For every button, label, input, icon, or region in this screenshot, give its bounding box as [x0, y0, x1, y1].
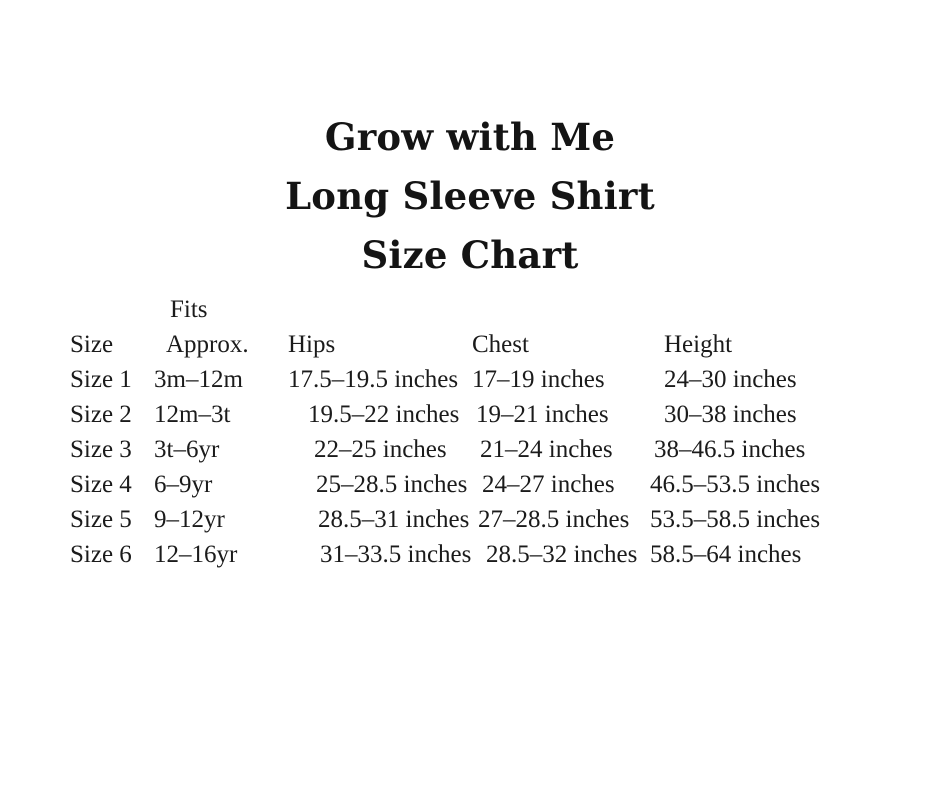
cell-hips: 28.5–31 inches: [318, 506, 470, 533]
cell-size: Size 5: [70, 506, 132, 533]
cell-approx: 12–16yr: [154, 541, 238, 568]
cell-size: Size 4: [70, 471, 132, 498]
cell-hips: 17.5–19.5 inches: [288, 366, 459, 393]
cell-chest: 24–27 inches: [482, 471, 615, 498]
cell-height: 46.5–53.5 inches: [650, 471, 821, 498]
table-row: [70, 432, 850, 467]
column-header-hips: Hips: [288, 331, 336, 358]
cell-size: Size 1: [70, 366, 132, 393]
fits-spacer-chest: [472, 292, 650, 327]
cell-approx: 3m–12m: [154, 366, 243, 393]
size-chart-table-wrapper: [70, 292, 910, 572]
cell-chest: 28.5–32 inches: [486, 541, 638, 568]
cell-size: Size 2: [70, 401, 132, 428]
fits-spacer-hips: [280, 292, 472, 327]
cell-height: 53.5–58.5 inches: [650, 506, 821, 533]
cell-hips: 25–28.5 inches: [316, 471, 468, 498]
cell-hips: 22–25 inches: [314, 436, 447, 463]
document-title: [0, 108, 940, 285]
title-line-2: Long Sleeve Shirt: [285, 174, 655, 218]
cell-approx: 12m–3t: [154, 401, 231, 428]
size-chart-table: [70, 292, 850, 572]
fits-spacer-height: [650, 292, 850, 327]
cell-height: 24–30 inches: [664, 366, 797, 393]
cell-chest: 17–19 inches: [472, 366, 605, 393]
title-line-1: Grow with Me: [324, 115, 616, 159]
cell-height: 38–46.5 inches: [654, 436, 806, 463]
title-line-3: Size Chart: [361, 233, 579, 277]
column-header-chest: Chest: [472, 331, 529, 358]
fits-label: Fits: [170, 296, 208, 323]
cell-chest: 21–24 inches: [480, 436, 613, 463]
column-header-height: Height: [664, 331, 733, 358]
table-row: [70, 397, 850, 432]
cell-size: Size 3: [70, 436, 132, 463]
table-row: [70, 467, 850, 502]
column-header-size: Size: [70, 331, 114, 358]
table-row: [70, 502, 850, 537]
cell-approx: 6–9yr: [154, 471, 213, 498]
table-header-row: [70, 327, 850, 362]
cell-size: Size 6: [70, 541, 132, 568]
cell-height: 58.5–64 inches: [650, 541, 802, 568]
cell-chest: 27–28.5 inches: [478, 506, 630, 533]
fits-label-row: [70, 292, 850, 327]
cell-approx: 3t–6yr: [154, 436, 220, 463]
cell-height: 30–38 inches: [664, 401, 797, 428]
cell-hips: 31–33.5 inches: [320, 541, 472, 568]
cell-hips: 19.5–22 inches: [308, 401, 460, 428]
cell-chest: 19–21 inches: [476, 401, 609, 428]
fits-spacer: [70, 292, 154, 327]
table-row: [70, 537, 850, 572]
cell-approx: 9–12yr: [154, 506, 225, 533]
column-header-approx: Approx.: [166, 331, 249, 358]
table-row: [70, 362, 850, 397]
